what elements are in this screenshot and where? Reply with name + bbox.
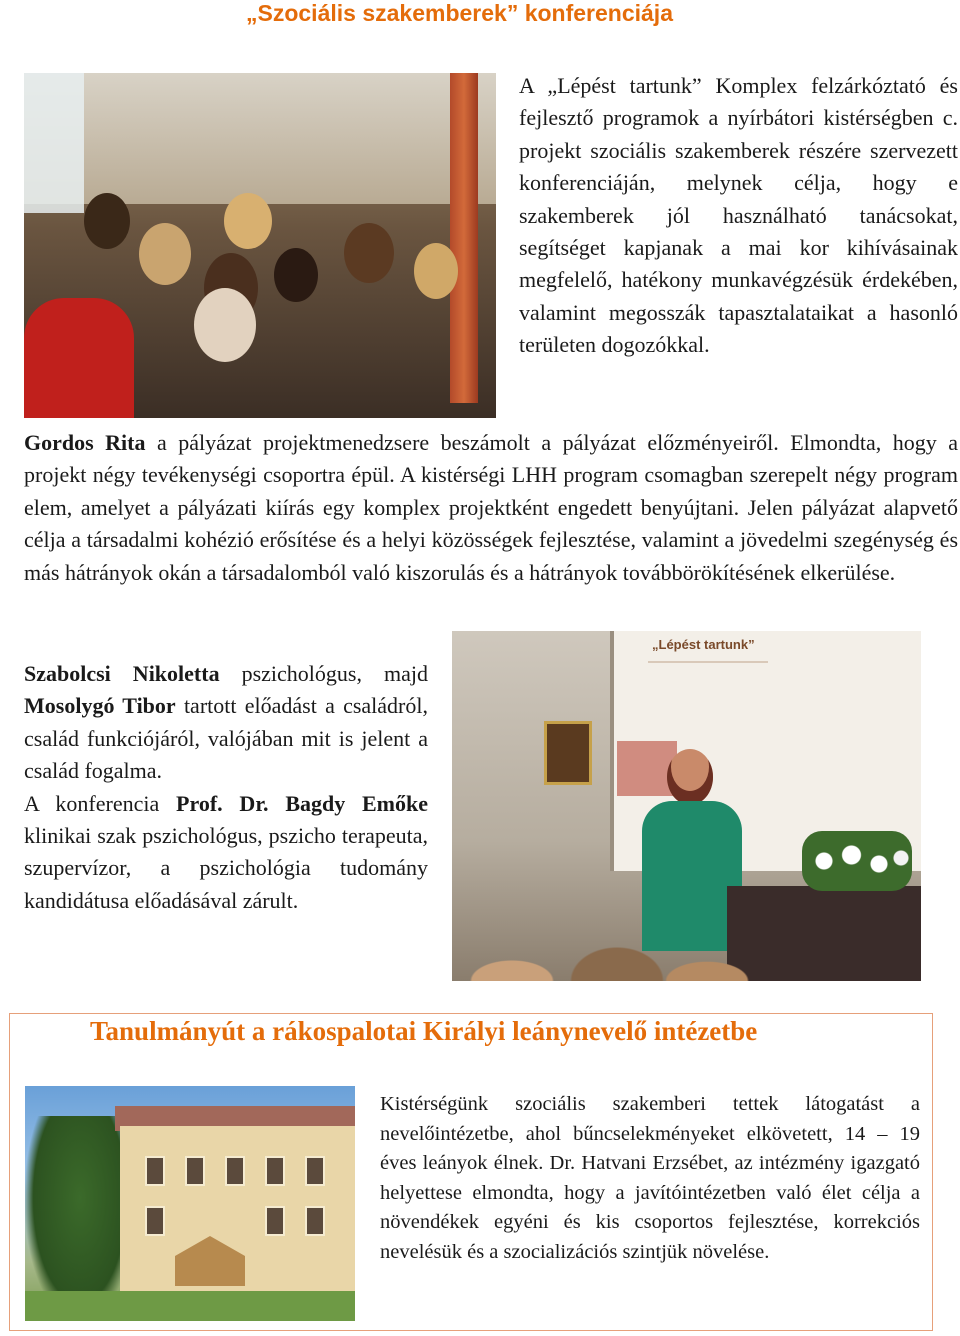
article-paragraph-2 xyxy=(24,427,958,589)
speaker-presentation-photo xyxy=(452,631,921,981)
photo-table xyxy=(727,886,921,981)
article-title: „Szociális szakemberek” konferenciája xyxy=(246,0,673,26)
building-window xyxy=(265,1156,285,1186)
speaker-name: Prof. Dr. Bagdy Emőke xyxy=(176,790,428,816)
conference-audience-photo xyxy=(24,73,496,418)
building-window xyxy=(225,1156,245,1186)
speaker-name: Mosolygó Tibor xyxy=(24,693,176,719)
photo-grass xyxy=(25,1291,355,1321)
photo-curtain xyxy=(450,73,478,403)
photo-head xyxy=(274,248,318,302)
photo-red-shirt xyxy=(24,298,134,418)
paragraph-text: tartott előadást a családról, család funkciójáról, valójában mit is jelent a család fogalma. xyxy=(24,693,428,784)
photo-flowers xyxy=(802,831,912,891)
article-left-column xyxy=(24,658,428,917)
screen-lines xyxy=(648,661,768,723)
article-paragraph-3 xyxy=(24,658,428,788)
building-window xyxy=(145,1206,165,1236)
photo-crowd xyxy=(452,861,752,981)
speaker-name: Gordos Rita xyxy=(24,430,146,455)
photo-window xyxy=(24,73,84,213)
photo-head xyxy=(224,193,272,249)
screen-title: „Lépést tartunk” xyxy=(652,637,755,652)
photo-head xyxy=(84,193,130,249)
building-window xyxy=(265,1206,285,1236)
study-trip-title: Tanulmányút a rákospalotai Királyi leánynevelő intézetbe xyxy=(90,1016,758,1046)
institute-building-photo xyxy=(25,1086,355,1321)
article-intro: A „Lépést tartunk” Komplex felzárkóztató és fejlesztő programok a nyírbátori kistérségben c. projekt szociális szakemberek részére szervezett konferenciáján, melynek célja, hogy e szakemberek jól használható tanácsokat, segítséget kapjanak a mai kor kihívásainak megfelelő, hatékony munkavégzésük érdekében, valamint megosszák tapasztalataikat a hasonló területen dogozókkal. xyxy=(519,73,958,358)
photo-head xyxy=(139,223,191,285)
photo-wall xyxy=(24,73,496,204)
photo-head xyxy=(344,223,394,283)
photo-head xyxy=(194,288,256,362)
building-window xyxy=(305,1206,325,1236)
building-window xyxy=(305,1156,325,1186)
photo-head xyxy=(414,243,458,299)
paragraph-text: A konferencia xyxy=(24,790,177,816)
article-paragraph-4 xyxy=(24,788,428,918)
paragraph-text: klinikai szak pszichológus, pszicho terapeuta, szupervízor, a pszichológia tudomány kandidátusa előadásával zárult. xyxy=(24,823,428,913)
study-trip-text: Kistérségünk szociális szakemberi tettek látogatást a nevelőintézetbe, ahol bűncselekményeket elkövetett, 14 – 19 éves leányok élnek. Dr. Hatvani Erzsébet, az intézmény igazgató helyettese elmondta, hogy a javítóintézetben való élet célja a növendékek egyéni és kis csoportos fejlesztése, korrekciós nevelésük és a szocializációs szintjük növelése. xyxy=(380,1093,920,1263)
building-window xyxy=(145,1156,165,1186)
speaker-head xyxy=(667,749,713,805)
paragraph-text: a pályázat projektmenedzsere beszámolt a pályázat előzményeiről. Elmondta, hogy a projekt négy tevékenységi csoportra épül. A kistérségi LHH program csomagban szerepelt négy program elem, amelyet a pályázati kiírás egy komplex projektként engedett benyújtani. Jelen pályázat alapvető célja a társadalmi kohézió erősítése és a helyi közösségek fejlesztése, valamint a jövedelmi szegénység és más hátrányok okán a társadalomból való kiszorulás és a hátrányok továbbörökítésének elkerülése. xyxy=(24,430,958,585)
speaker-name: Szabolcsi Nikoletta xyxy=(24,661,220,686)
religious-icon-painting xyxy=(544,721,592,785)
building-window xyxy=(185,1156,205,1186)
paragraph-text: pszichológus, majd xyxy=(219,661,428,686)
